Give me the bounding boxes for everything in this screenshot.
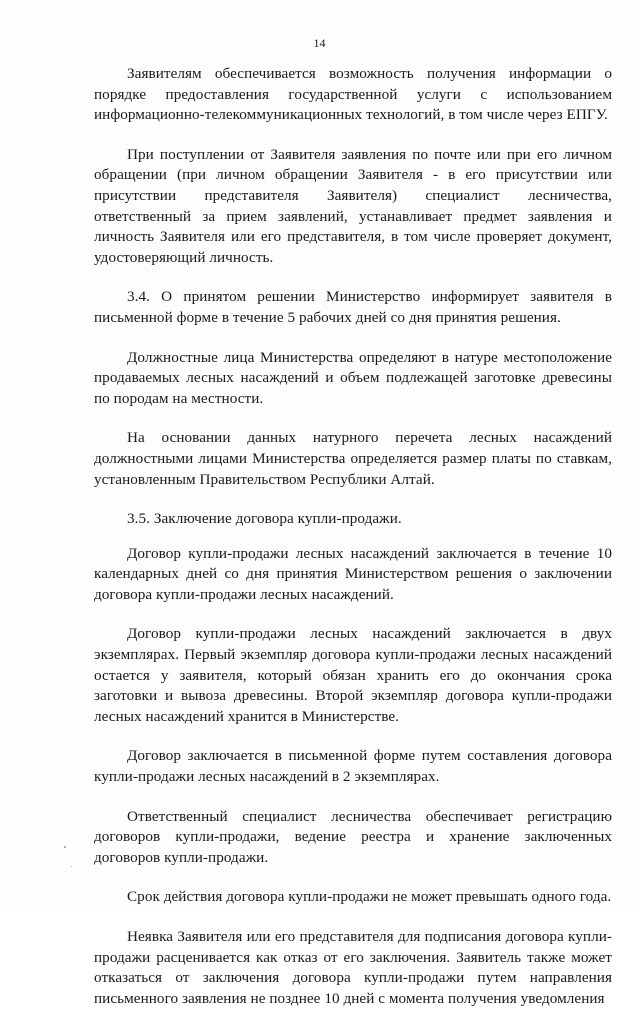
document-body bbox=[94, 64, 612, 1009]
paragraph-3-4-decision-notice: 3.4. О принятом решении Министерство информирует заявителя в письменной форме в течение 5 рабочих дней со дня принятия решения. bbox=[94, 288, 612, 326]
paragraph-contract-validity: Срок действия договора купли-продажи не может превышать одного года. bbox=[127, 888, 612, 906]
paragraph-location-determination: Должностные лица Министерства определяют в натуре местоположение продаваемых лесных насаждений и объем подлежащей заготовке древесины по породам на местности. bbox=[94, 348, 612, 407]
paragraph-contract-copies: Договор купли-продажи лесных насаждений заключается в двух экземплярах. Первый экземпляр договора купли-продажи лесных насаждений остается у заявителя, который обязан хранить его до окончания срока заготовки и вывоза древесины. Второй экземпляр договора купли-продажи лесных насаждений хранится в Министерстве. bbox=[94, 625, 612, 725]
paragraph-application-receipt: При поступлении от Заявителя заявления по почте или при его личном обращении (при личном обращении Заявителя - в его присутствии или присутствии представителя Заявителя) специалист лесничества, ответственный за прием заявлений, устанавливает предмет заявления и личность Заявителя или его представителя, в том числе проверяет документ, удостоверяющий личность. bbox=[94, 145, 612, 266]
section-heading-3-5: 3.5. Заключение договора купли-продажи. bbox=[127, 510, 402, 528]
page-number: 14 bbox=[313, 36, 326, 50]
paragraph-registry: Ответственный специалист лесничества обеспечивает регистрацию договоров купли-продажи, ведение реестра и хранение заключенных договоров купли-продажи. bbox=[94, 807, 612, 866]
scan-artifact bbox=[71, 866, 72, 867]
paragraph-contract-term: Договор купли-продажи лесных насаждений заключается в течение 10 календарных дней со дня принятия Министерством решения о заключении договора купли-продажи лесных насаждений. bbox=[94, 544, 612, 603]
scan-artifact bbox=[64, 846, 66, 848]
paragraph-payment-calculation: На основании данных натурного перечета лесных насаждений должностными лицами Министерства определяется размер платы по ставкам, установленным Правительством Республики Алтай. bbox=[94, 429, 612, 488]
paragraph-non-appearance: Неявка Заявителя или его представителя для подписания договора купли-продажи расценивается как отказ от его заключения. Заявитель также может отказаться от заключения договора купли-продажи путем направления письменного заявления не позднее 10 дней с момента получения уведомления bbox=[94, 928, 612, 1007]
paragraph-epgu-info: Заявителям обеспечивается возможность получения информации о порядке предоставления государственной услуги с использованием информационно-телекоммуникационных технологий, в том числе через ЕПГУ. bbox=[94, 65, 612, 124]
paragraph-written-form: Договор заключается в письменной форме путем составления договора купли-продажи лесных насаждений в 2 экземплярах. bbox=[94, 747, 612, 786]
